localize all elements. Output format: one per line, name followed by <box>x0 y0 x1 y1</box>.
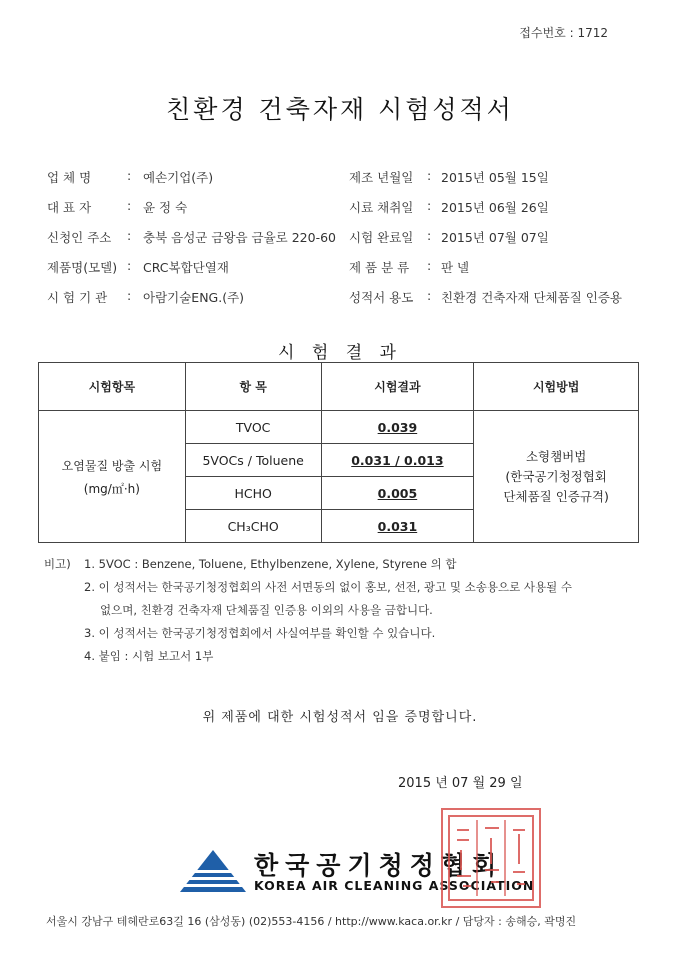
issuer-name-kr: 한국공기청정협회 <box>254 851 504 880</box>
label-category: 제 품 분 류 <box>349 260 410 275</box>
item-hcho: HCHO <box>185 477 321 510</box>
item-ch3cho: CH₃CHO <box>185 510 321 543</box>
result-tvoc: 0.039 <box>377 419 418 435</box>
item-tvoc: TVOC <box>185 411 321 444</box>
col-item: 항 목 <box>185 363 321 411</box>
col-result: 시험결과 <box>321 363 474 411</box>
result-hcho: 0.005 <box>377 485 418 501</box>
method-line-1: 소형챔버법 <box>525 448 587 464</box>
info-left: 업 체 명 : 예손기업(주) 대 표 자 : 윤 정 숙 신청인 주소 : 충북 음성군 금왕읍 금율로 220-60 제품명(모델) : CRC복합단열재 시 험 기 관 : 아람기술ENG.(주) <box>47 168 336 305</box>
label-company: 업 체 명 <box>47 170 92 185</box>
label-lab: 시 험 기 관 <box>47 290 108 305</box>
value-category: 판 넬 <box>441 260 470 275</box>
label-completion-date: 시험 완료일 <box>349 230 414 245</box>
results-heading: 시 험 결 과 <box>278 343 402 363</box>
item-5vocs: 5VOCs / Toluene <box>185 444 321 477</box>
note-4: 4. 붙임 : 시험 보고서 1부 <box>84 649 214 663</box>
note-1: 1. 5VOC : Benzene, Toluene, Ethylbenzene, Xylene, Styrene 의 합 <box>84 557 457 571</box>
note-3: 3. 이 성적서는 한국공기청정협회에서 사실여부를 확인할 수 있습니다. <box>84 626 436 640</box>
document-title: 친환경 건축자재 시험성적서 <box>166 95 514 124</box>
table-row <box>39 411 639 444</box>
label-address: 신청인 주소 <box>47 230 112 245</box>
certification-statement: 위 제품에 대한 시험성적서 임을 증명합니다. <box>202 710 478 725</box>
notes-prefix: 비고) <box>44 557 71 571</box>
label-representative: 대 표 자 <box>47 200 92 215</box>
value-lab: 아람기술ENG.(주) <box>143 290 245 305</box>
label-purpose: 성적서 용도 <box>349 290 414 305</box>
label-manufacture-date: 제조 년월일 <box>349 170 414 185</box>
results-table <box>38 362 639 543</box>
method-cell <box>474 411 639 543</box>
test-category: 오염물질 방출 시험 <box>61 458 163 473</box>
value-product: CRC복합단열재 <box>143 260 229 275</box>
value-address: 충북 음성군 금왕읍 금율로 220-60 <box>143 230 336 245</box>
col-test-item: 시험항목 <box>39 363 186 411</box>
test-category-cell <box>39 411 186 543</box>
results-header-row <box>39 363 639 411</box>
method-line-2: (한국공기청정협회 <box>505 468 607 484</box>
label-product: 제품명(모델) <box>47 260 118 275</box>
kaca-logo-icon <box>178 848 248 894</box>
notes <box>44 556 644 666</box>
issue-date: 2015 년 07 월 29 일 <box>398 776 523 791</box>
official-seal-icon <box>441 808 541 908</box>
col-method: 시험방법 <box>474 363 639 411</box>
value-completion-date: 2015년 07월 07일 <box>441 230 549 245</box>
method-line-3: 단체품질 인증규격) <box>503 488 609 504</box>
result-5vocs: 0.031 / 0.013 <box>351 452 444 468</box>
note-2: 2. 이 성적서는 한국공기청정협회의 사전 서면동의 없이 홍보, 선전, 광고 및 소송용으로 사용될 수 <box>84 580 572 594</box>
value-company: 예손기업(주) <box>143 170 214 185</box>
footer-contact: 서울시 강남구 테헤란로63길 16 (삼성동) (02)553-4156 / http://www.kaca.or.kr / 담당자 : 송해승, 곽명진 <box>46 915 577 928</box>
issuer-name-en: KOREA AIR CLEANING ASSOCIATION <box>254 878 535 893</box>
receipt-number: 접수번호 : 1712 <box>519 26 608 40</box>
value-manufacture-date: 2015년 05월 15일 <box>441 170 549 185</box>
info-right: 제조 년월일 : 2015년 05월 15일 시료 채취일 : 2015년 06월 26일 시험 완료일 : 2015년 07월 07일 제 품 분 류 : 판 넬 성적서 용도 : 친환경 건축자재 단체품질 인증용 <box>349 168 622 305</box>
result-ch3cho: 0.031 <box>377 518 418 534</box>
label-sampling-date: 시료 채취일 <box>349 200 414 215</box>
value-purpose: 친환경 건축자재 단체품질 인증용 <box>441 290 622 305</box>
note-2-cont: 없으며, 친환경 건축자재 단체품질 인증용 이외의 사용을 금합니다. <box>100 603 433 617</box>
test-unit: (mg/㎡·h) <box>83 481 140 496</box>
value-representative: 윤 정 숙 <box>143 200 188 215</box>
value-sampling-date: 2015년 06월 26일 <box>441 200 549 215</box>
